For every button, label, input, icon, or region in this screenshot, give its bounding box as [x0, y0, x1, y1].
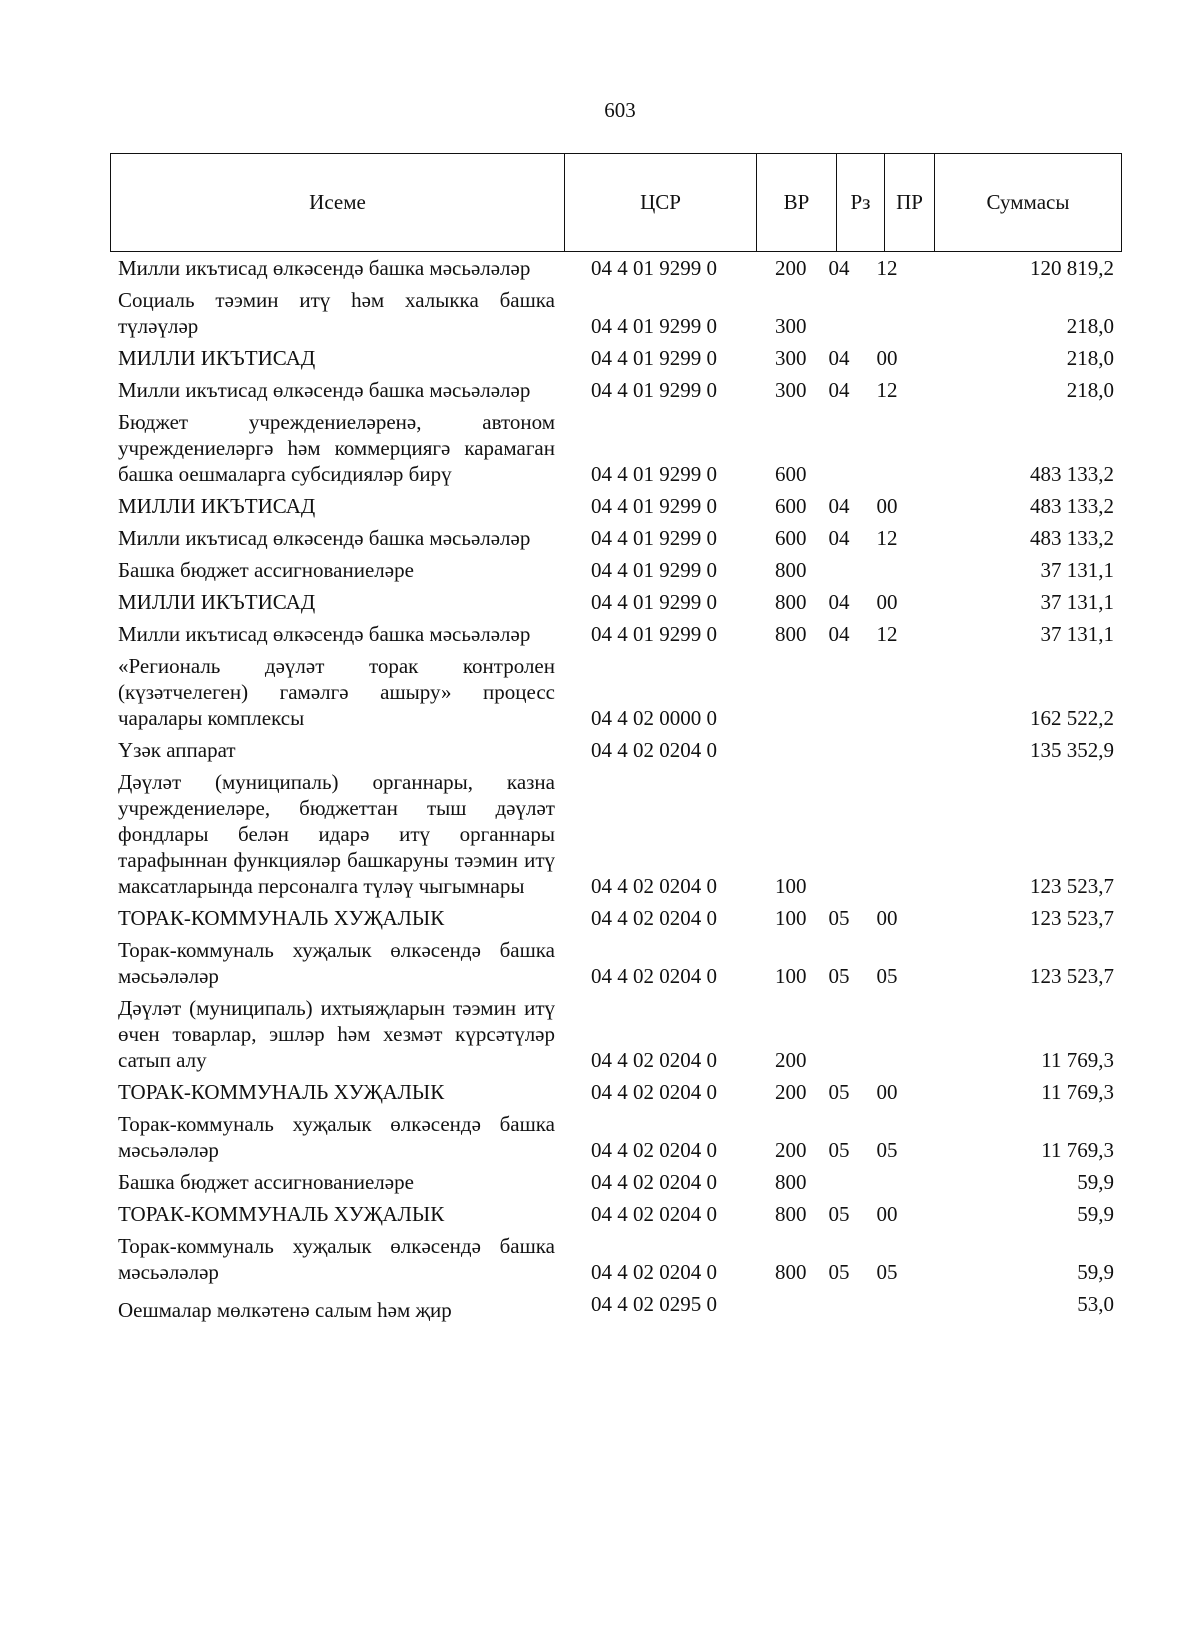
row-csr: 04 4 02 0204 0 — [591, 1170, 717, 1194]
table-row — [118, 1079, 1122, 1111]
row-csr: 04 4 01 9299 0 — [591, 622, 717, 646]
row-name: Торак-коммуналь хуҗалык өлкәсендә башка мәсьәләләр — [118, 1234, 555, 1284]
row-sum: 11 769,3 — [1041, 1080, 1114, 1104]
row-name: Торак-коммуналь хуҗалык өлкәсендә башка мәсьәләләр — [118, 938, 555, 988]
row-csr: 04 4 01 9299 0 — [591, 378, 717, 402]
row-sum: 37 131,1 — [1040, 622, 1114, 646]
row-csr: 04 4 02 0295 0 — [591, 1292, 717, 1316]
row-csr: 04 4 01 9299 0 — [591, 590, 717, 614]
row-sum: 53,0 — [1077, 1292, 1114, 1316]
row-sum: 483 133,2 — [1030, 526, 1114, 550]
row-csr: 04 4 02 0204 0 — [591, 1048, 717, 1072]
table-row — [118, 409, 1122, 493]
row-rz: 04 — [828, 256, 850, 280]
row-csr: 04 4 02 0204 0 — [591, 738, 717, 762]
row-csr: 04 4 02 0204 0 — [591, 1202, 717, 1226]
row-vr: 300 — [775, 378, 807, 402]
table-row — [118, 937, 1122, 995]
table-header — [110, 153, 1122, 252]
row-rz: 04 — [828, 526, 850, 550]
table-row — [118, 525, 1122, 557]
row-csr: 04 4 02 0204 0 — [591, 964, 717, 988]
table-row — [118, 905, 1122, 937]
row-vr: 300 — [775, 346, 807, 370]
row-pr: 05 — [876, 1138, 898, 1162]
row-vr: 200 — [775, 1138, 807, 1162]
page-number: 603 — [604, 98, 636, 122]
row-vr: 200 — [775, 1048, 807, 1072]
row-sum: 218,0 — [1066, 346, 1114, 370]
row-name: Милли икътисад өлкәсендә башка мәсьәләләр — [118, 622, 531, 646]
table-row — [118, 493, 1122, 525]
row-sum: 59,9 — [1077, 1170, 1114, 1194]
row-csr: 04 4 02 0204 0 — [591, 1138, 717, 1162]
table-row — [118, 1169, 1122, 1201]
row-rz: 04 — [828, 378, 850, 402]
row-sum: 59,9 — [1077, 1260, 1114, 1284]
table-row — [118, 1233, 1122, 1291]
row-pr: 05 — [876, 1260, 898, 1284]
table-row — [118, 1111, 1122, 1169]
row-sum: 123 523,7 — [1030, 964, 1114, 988]
row-name: Дәүләт (муниципаль) органнары, казна учреждениеләре, бюджеттан тыш дәүләт фондлары белән идарә итү органнары тарафыннан функцияләр башкаруны тәэмин итү максатларында персоналга түләү чыгымнары — [118, 770, 555, 898]
row-rz: 05 — [828, 1202, 850, 1226]
row-vr: 600 — [775, 526, 807, 550]
row-name: Башка бюджет ассигнованиеләре — [118, 1170, 414, 1194]
row-name: МИЛЛИ ИКЪТИСАД — [118, 346, 316, 370]
header-rz: Рз — [837, 154, 885, 251]
table-row — [118, 345, 1122, 377]
table-row — [118, 557, 1122, 589]
row-vr: 200 — [775, 256, 807, 280]
row-name: Оешмалар мөлкәтенә салым һәм җир — [118, 1298, 452, 1322]
row-vr: 800 — [775, 622, 807, 646]
row-csr: 04 4 02 0204 0 — [591, 1260, 717, 1284]
row-vr: 100 — [775, 906, 807, 930]
row-vr: 100 — [775, 964, 807, 988]
row-sum: 120 819,2 — [1030, 256, 1114, 280]
row-sum: 123 523,7 — [1030, 906, 1114, 930]
row-name: Милли икътисад өлкәсендә башка мәсьәләләр — [118, 378, 531, 402]
row-csr: 04 4 01 9299 0 — [591, 558, 717, 582]
row-name: Милли икътисад өлкәсендә башка мәсьәләләр — [118, 526, 531, 550]
row-rz: 05 — [828, 1260, 850, 1284]
row-name: МИЛЛИ ИКЪТИСАД — [118, 494, 316, 518]
row-vr: 800 — [775, 1260, 807, 1284]
header-vr: ВР — [757, 154, 837, 251]
row-vr: 600 — [775, 494, 807, 518]
row-sum: 37 131,1 — [1040, 558, 1114, 582]
row-vr: 300 — [775, 314, 807, 338]
row-vr: 200 — [775, 1080, 807, 1104]
row-rz: 05 — [828, 1080, 850, 1104]
row-vr: 800 — [775, 590, 807, 614]
row-name: ТОРАК-КОММУНАЛЬ ХУҖАЛЫК — [118, 1202, 445, 1226]
row-vr: 800 — [775, 558, 807, 582]
table-row — [118, 737, 1122, 769]
row-rz: 05 — [828, 906, 850, 930]
row-rz: 04 — [828, 590, 850, 614]
row-csr: 04 4 01 9299 0 — [591, 526, 717, 550]
row-name: Үзәк аппарат — [118, 738, 236, 762]
row-rz: 05 — [828, 1138, 850, 1162]
row-name: Социаль тәэмин итү һәм халыкка башка түләүләр — [118, 288, 555, 338]
row-csr: 04 4 02 0204 0 — [591, 1080, 717, 1104]
table-row — [118, 653, 1122, 737]
row-csr: 04 4 01 9299 0 — [591, 314, 717, 338]
header-csr: ЦСР — [565, 154, 757, 251]
row-rz: 04 — [828, 494, 850, 518]
row-sum: 218,0 — [1066, 378, 1114, 402]
row-sum: 11 769,3 — [1041, 1138, 1114, 1162]
table-row — [118, 377, 1122, 409]
row-name: Дәүләт (муниципаль) ихтыяҗларын тәэмин итү өчен товарлар, эшләр һәм хезмәт күрсәтүләр сатып алу — [118, 996, 555, 1072]
row-pr: 00 — [876, 1080, 898, 1104]
row-sum: 218,0 — [1066, 314, 1114, 338]
row-pr: 00 — [876, 906, 898, 930]
table-body — [118, 255, 1122, 1329]
row-csr: 04 4 01 9299 0 — [591, 462, 717, 486]
row-sum: 11 769,3 — [1041, 1048, 1114, 1072]
table-row — [118, 621, 1122, 653]
row-rz: 04 — [828, 622, 850, 646]
row-pr: 12 — [876, 256, 898, 280]
table-row — [118, 255, 1122, 287]
row-csr: 04 4 01 9299 0 — [591, 256, 717, 280]
row-name: МИЛЛИ ИКЪТИСАД — [118, 590, 316, 614]
row-pr: 12 — [876, 378, 898, 402]
row-pr: 00 — [876, 494, 898, 518]
row-sum: 135 352,9 — [1030, 738, 1114, 762]
row-name: Бюджет учреждениеләренә, автоном учреждениеләргә һәм коммерциягә карамаган башка оешмаларга субсидияләр бирү — [118, 410, 555, 486]
row-pr: 12 — [876, 622, 898, 646]
row-pr: 05 — [876, 964, 898, 988]
row-name: ТОРАК-КОММУНАЛЬ ХУҖАЛЫК — [118, 1080, 445, 1104]
row-csr: 04 4 01 9299 0 — [591, 346, 717, 370]
table-row — [118, 287, 1122, 345]
row-pr: 00 — [876, 1202, 898, 1226]
table-row — [118, 1291, 1122, 1329]
header-name: Исеме — [111, 154, 565, 251]
row-name: «Региональ дәүләт торак контролен (күзәтчелеген) гамәлгә ашыру» процесс чаралары комплексы — [118, 654, 555, 730]
row-sum: 162 522,2 — [1030, 706, 1114, 730]
table-row — [118, 589, 1122, 621]
header-pr: ПР — [885, 154, 935, 251]
header-sum: Суммасы — [986, 190, 1070, 214]
row-sum: 59,9 — [1077, 1202, 1114, 1226]
row-vr: 600 — [775, 462, 807, 486]
row-rz: 05 — [828, 964, 850, 988]
row-pr: 00 — [876, 346, 898, 370]
table-row — [118, 1201, 1122, 1233]
row-vr: 800 — [775, 1202, 807, 1226]
row-name: Милли икътисад өлкәсендә башка мәсьәләләр — [118, 256, 531, 280]
row-vr: 800 — [775, 1170, 807, 1194]
row-sum: 123 523,7 — [1030, 874, 1114, 898]
row-pr: 12 — [876, 526, 898, 550]
row-vr: 100 — [775, 874, 807, 898]
row-csr: 04 4 02 0000 0 — [591, 706, 717, 730]
row-name: ТОРАК-КОММУНАЛЬ ХУҖАЛЫК — [118, 906, 445, 930]
row-sum: 483 133,2 — [1030, 494, 1114, 518]
row-sum: 37 131,1 — [1040, 590, 1114, 614]
row-rz: 04 — [828, 346, 850, 370]
row-pr: 00 — [876, 590, 898, 614]
row-csr: 04 4 02 0204 0 — [591, 906, 717, 930]
row-sum: 483 133,2 — [1030, 462, 1114, 486]
table-row — [118, 995, 1122, 1079]
row-csr: 04 4 01 9299 0 — [591, 494, 717, 518]
row-name: Башка бюджет ассигнованиеләре — [118, 558, 414, 582]
row-csr: 04 4 02 0204 0 — [591, 874, 717, 898]
row-name: Торак-коммуналь хуҗалык өлкәсендә башка мәсьәләләр — [118, 1112, 555, 1162]
table-row — [118, 769, 1122, 905]
